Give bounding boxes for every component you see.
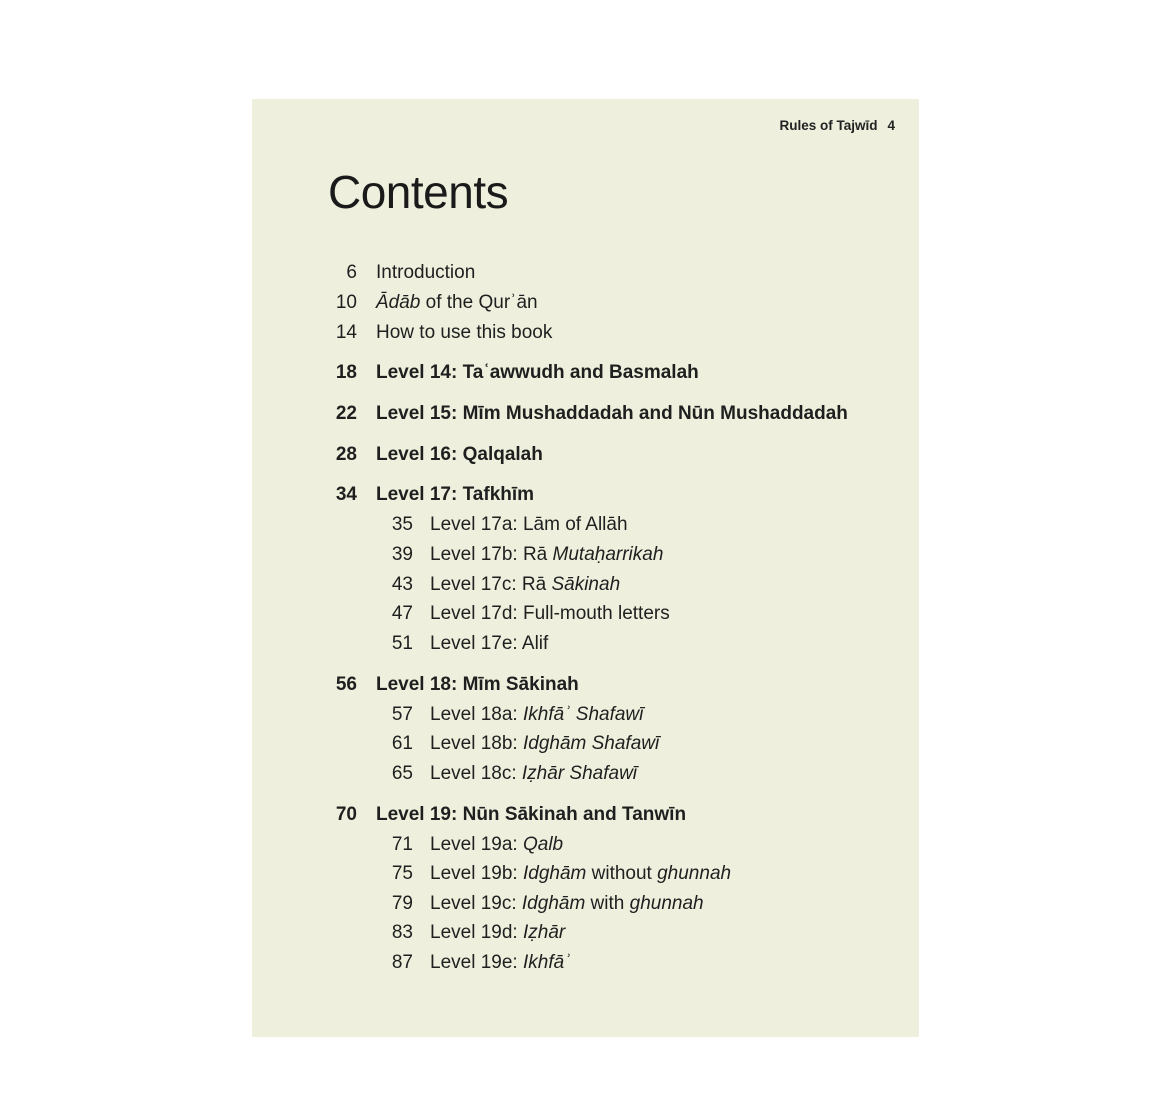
toc-title-italic-part: Iẓhār Shafawī [521,763,638,784]
toc-page-number: 39 [391,544,413,565]
toc-title-part: Level 18b: [430,733,523,754]
toc-page-number: 61 [391,733,413,754]
toc-page-number: 70 [335,804,357,825]
toc-entry-title [430,831,563,859]
toc-title-italic-part: Ādāb [376,292,421,313]
toc-title-italic-part: Mutaḥarrikah [552,544,664,565]
toc-title-part: Level 17b: Rā [430,544,553,565]
toc-entry-title [376,801,686,829]
toc-page-number: 10 [335,292,357,313]
toc-page-number: 79 [391,893,413,914]
toc-title-italic-part: Ikhfāʾ [522,952,571,973]
toc-entry-title [376,319,552,347]
running-head-title: Rules of Tajwīd [779,118,878,133]
toc-page-number: 28 [335,444,357,465]
toc-entry-title [376,441,543,469]
toc-page-number: 83 [391,922,413,943]
toc-title-italic-part: Qalb [522,834,564,855]
toc-entry-title [376,481,534,509]
toc-entry-title [430,919,565,947]
toc-entry-title [376,359,699,387]
toc-title-part: Level 17c: Rā [430,574,552,595]
toc-title-part: Level 17a: Lām of Allāh [430,514,628,535]
toc-entry-title [430,630,548,658]
toc-entry-title [376,259,475,287]
toc-entry-title [430,701,643,729]
toc-page-number: 51 [391,633,413,654]
toc-title-part: of the Qurʾān [420,292,538,313]
toc-entry-title [430,760,637,788]
running-head-page-number: 4 [887,118,895,133]
toc-page-number: 47 [391,603,413,624]
toc-title-part: Level 17e: Alif [430,633,549,654]
toc-page-number: 75 [391,863,413,884]
toc-title-part: Level 14: Taʿawwudh and Basmalah [376,362,699,383]
toc-page-number: 18 [335,362,357,383]
toc-page-number: 43 [391,574,413,595]
toc-entry-title [430,890,704,918]
toc-entry-title [430,571,620,599]
toc-entry-title [430,730,659,758]
toc-title-part: Level 17: Tafkhīm [376,484,535,505]
toc-title-italic-part: Idghām [521,893,586,914]
toc-title-part: Level 19e: [430,952,523,973]
toc-entry-title [430,600,670,628]
book-page [252,99,919,1037]
toc-title-part: Level 19d: [430,922,523,943]
toc-title-part: Level 18a: [430,704,523,725]
toc-page-number: 65 [391,763,413,784]
toc-entry-title [376,671,579,699]
toc-title-italic-part: ghunnah [657,863,732,884]
toc-title-italic-part: ghunnah [629,893,704,914]
toc-entry-title [430,511,628,539]
toc-title-part: Level 15: Mīm Mushaddadah and Nūn Mushaddadah [376,403,848,424]
toc-title-part: with [585,893,630,914]
toc-page-number: 22 [335,403,357,424]
toc-page-number: 34 [335,484,357,505]
toc-title-part: Level 19a: [430,834,523,855]
toc-title-part: Level 18: Mīm Sākinah [376,674,579,695]
page-title: Contents [328,166,509,218]
toc-entry-title [430,949,571,977]
toc-title-italic-part: Idghām [522,863,587,884]
toc-entry-title [430,541,663,569]
toc-title-part: How to use this book [376,322,553,343]
toc-entry-title [376,400,848,428]
toc-title-italic-part: Idghām Shafawī [522,733,660,754]
toc-page-number: 35 [391,514,413,535]
toc-title-part: without [586,863,658,884]
toc-title-part: Level 18c: [430,763,522,784]
toc-page-number: 57 [391,704,413,725]
toc-title-part: Level 19b: [430,863,523,884]
toc-title-part: Level 19: Nūn Sākinah and Tanwīn [376,804,687,825]
toc-page-number: 71 [391,834,413,855]
toc-page-number: 87 [391,952,413,973]
toc-title-part: Level 16: Qalqalah [376,444,543,465]
toc-title-italic-part: Iẓhār [522,922,566,943]
running-head [779,118,895,133]
toc-page-number: 6 [346,262,357,283]
toc-entry-title [376,289,538,317]
toc-title-part: Introduction [376,262,476,283]
toc-page-number: 14 [335,322,357,343]
toc-entry-title [430,860,731,888]
toc-title-italic-part: Sākinah [551,574,621,595]
toc-title-italic-part: Ikhfāʾ Shafawī [522,704,644,725]
toc-title-part: Level 17d: Full-mouth letters [430,603,670,624]
toc-title-part: Level 19c: [430,893,522,914]
toc-page-number: 56 [335,674,357,695]
